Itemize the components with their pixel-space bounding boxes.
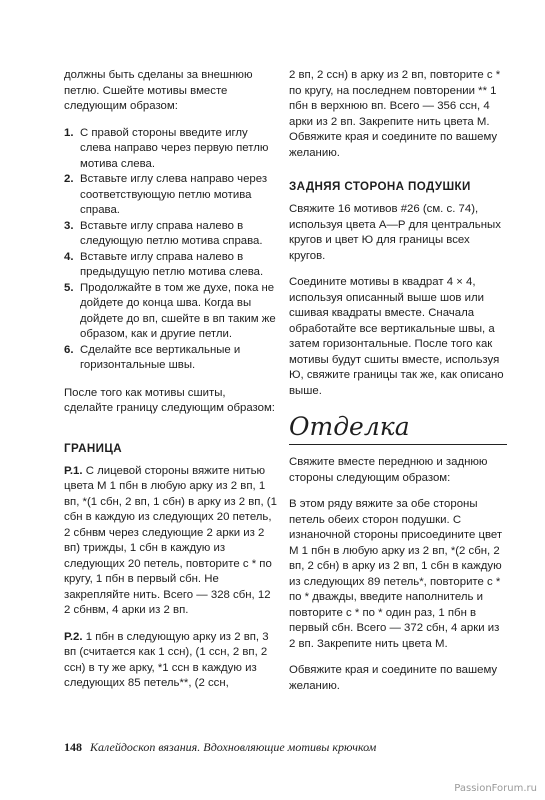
step-number: 5. <box>64 281 74 294</box>
row-1-paragraph <box>64 464 277 619</box>
finishing-section-title: Отделка <box>289 413 507 445</box>
step-text: Сделайте все вертикальные и горизонтальные швы. <box>80 343 241 371</box>
finish-paragraph-2: В этом ряду вяжите за обе стороны петель обеих сторон подушки. С изнаночной стороны присоедините цвет М 1 пбн в любую арку из 2 вп, *(2 сбн, 2 вп, 2 сбн) в арку из 2 вп, 1 сбн в каждую из следующих 89 петель*, повторите с * по * дважды, введите наполнитель и повторите с * по * один раз, 1 пбн в первый сбн. Всего — 372 сбн, 4 арки из 2 вп. Закрепите нить цвета М. <box>289 498 503 650</box>
step-item <box>64 343 277 374</box>
right-column <box>289 68 507 694</box>
row-1-label: Р.1. <box>64 464 83 477</box>
row-2-label: Р.2. <box>64 630 83 643</box>
after-steps-paragraph: После того как мотивы сшиты, сделайте границу следующим образом: <box>64 386 275 414</box>
step-number: 1. <box>64 126 74 139</box>
step-item <box>64 281 277 343</box>
seam-steps-list <box>64 126 277 374</box>
page-footer <box>64 740 376 755</box>
left-column <box>64 68 277 692</box>
intro-paragraph: должны быть сделаны за внешнюю петлю. Сшейте мотивы вместе следующим образом: <box>64 69 253 112</box>
finish-paragraph-1: Свяжите вместе переднюю и заднюю стороны следующим образом: <box>289 456 488 484</box>
step-item <box>64 219 277 250</box>
page-number: 148 <box>64 740 82 754</box>
row-2-text: 1 пбн в следующую арку из 2 вп, 3 вп (считается как 1 ссн), (1 ссн, 2 вп, 2 ссн) в ту же арку, *1 ссн в каждую из следующих 85 петель**, (2 ссн, <box>64 630 269 689</box>
step-number: 2. <box>64 173 74 185</box>
step-item <box>64 126 277 173</box>
border-heading: ГРАНИЦА <box>64 441 123 455</box>
step-text: С правой стороны введите иглу слева направо через первую петлю мотива слева. <box>80 126 269 170</box>
watermark: PassionForum.ru <box>454 783 537 794</box>
continuation-paragraph: 2 вп, 2 ссн) в арку из 2 вп, повторите с * по кругу, на последнем повторении ** 1 пбн в верхнюю вп. Всего — 356 ссн, 4 арки из 2 вп. Закрепите нить цвета М. Обвяжите края и соедините по вашему желанию. <box>289 69 501 159</box>
step-text: Вставьте иглу справа налево в предыдущую петлю мотива слева. <box>80 250 264 278</box>
step-item <box>64 172 277 219</box>
step-number: 3. <box>64 219 74 232</box>
row-1-text: С лицевой стороны вяжите нитью цвета М 1 пбн в любую арку из 2 вп, 1 вп, *(1 сбн, 2 вп, 1 сбн) в арку из 2 вп, (1 сбн в каждую из следующих 20 петель, 2 сбнвм через следующие 2 арки из 2 вп) трижды, 1 сбн в каждую из следующих 20 петель, повторите с * по кругу, 1 пбн в первый сбн. Не закрепляйте нить. Всего — 328 сбн, 12 2 сбнвм, 4 арки из 2 вп. <box>64 464 277 616</box>
step-text: Вставьте иглу слева направо через соответствующую петлю мотива справа. <box>80 173 268 216</box>
finish-paragraph-3: Обвяжите края и соедините по вашему желанию. <box>289 664 498 692</box>
step-number: 6. <box>64 343 74 356</box>
back-side-heading: ЗАДНЯЯ СТОРОНА ПОДУШКИ <box>289 180 471 193</box>
step-text: Вставьте иглу справа налево в следующую петлю мотива справа. <box>80 219 263 247</box>
row-2-paragraph <box>64 630 277 692</box>
back-paragraph-1: Свяжите 16 мотивов #26 (см. с. 74), используя цвета А—Р для центральных кругов и цвет Ю для границы всех кругов. <box>289 203 501 262</box>
step-item <box>64 250 277 281</box>
step-number: 4. <box>64 250 74 263</box>
step-text: Продолжайте в том же духе, пока не дойдете до конца шва. Когда вы дойдете до вп, сшейте в вп таким же образом, как и другие петли. <box>80 281 276 340</box>
back-paragraph-2: Соедините мотивы в квадрат 4 × 4, используя описанный выше шов или сшивая квадраты вместе. Сначала обработайте все вертикальные швы, а затем горизонтальные. После того как мотивы будут сшиты вместе, используя Ю, свяжите границы так же, как описано выше. <box>289 276 504 397</box>
book-title: Калейдоскоп вязания. Вдохновляющие мотивы крючком <box>90 740 377 754</box>
